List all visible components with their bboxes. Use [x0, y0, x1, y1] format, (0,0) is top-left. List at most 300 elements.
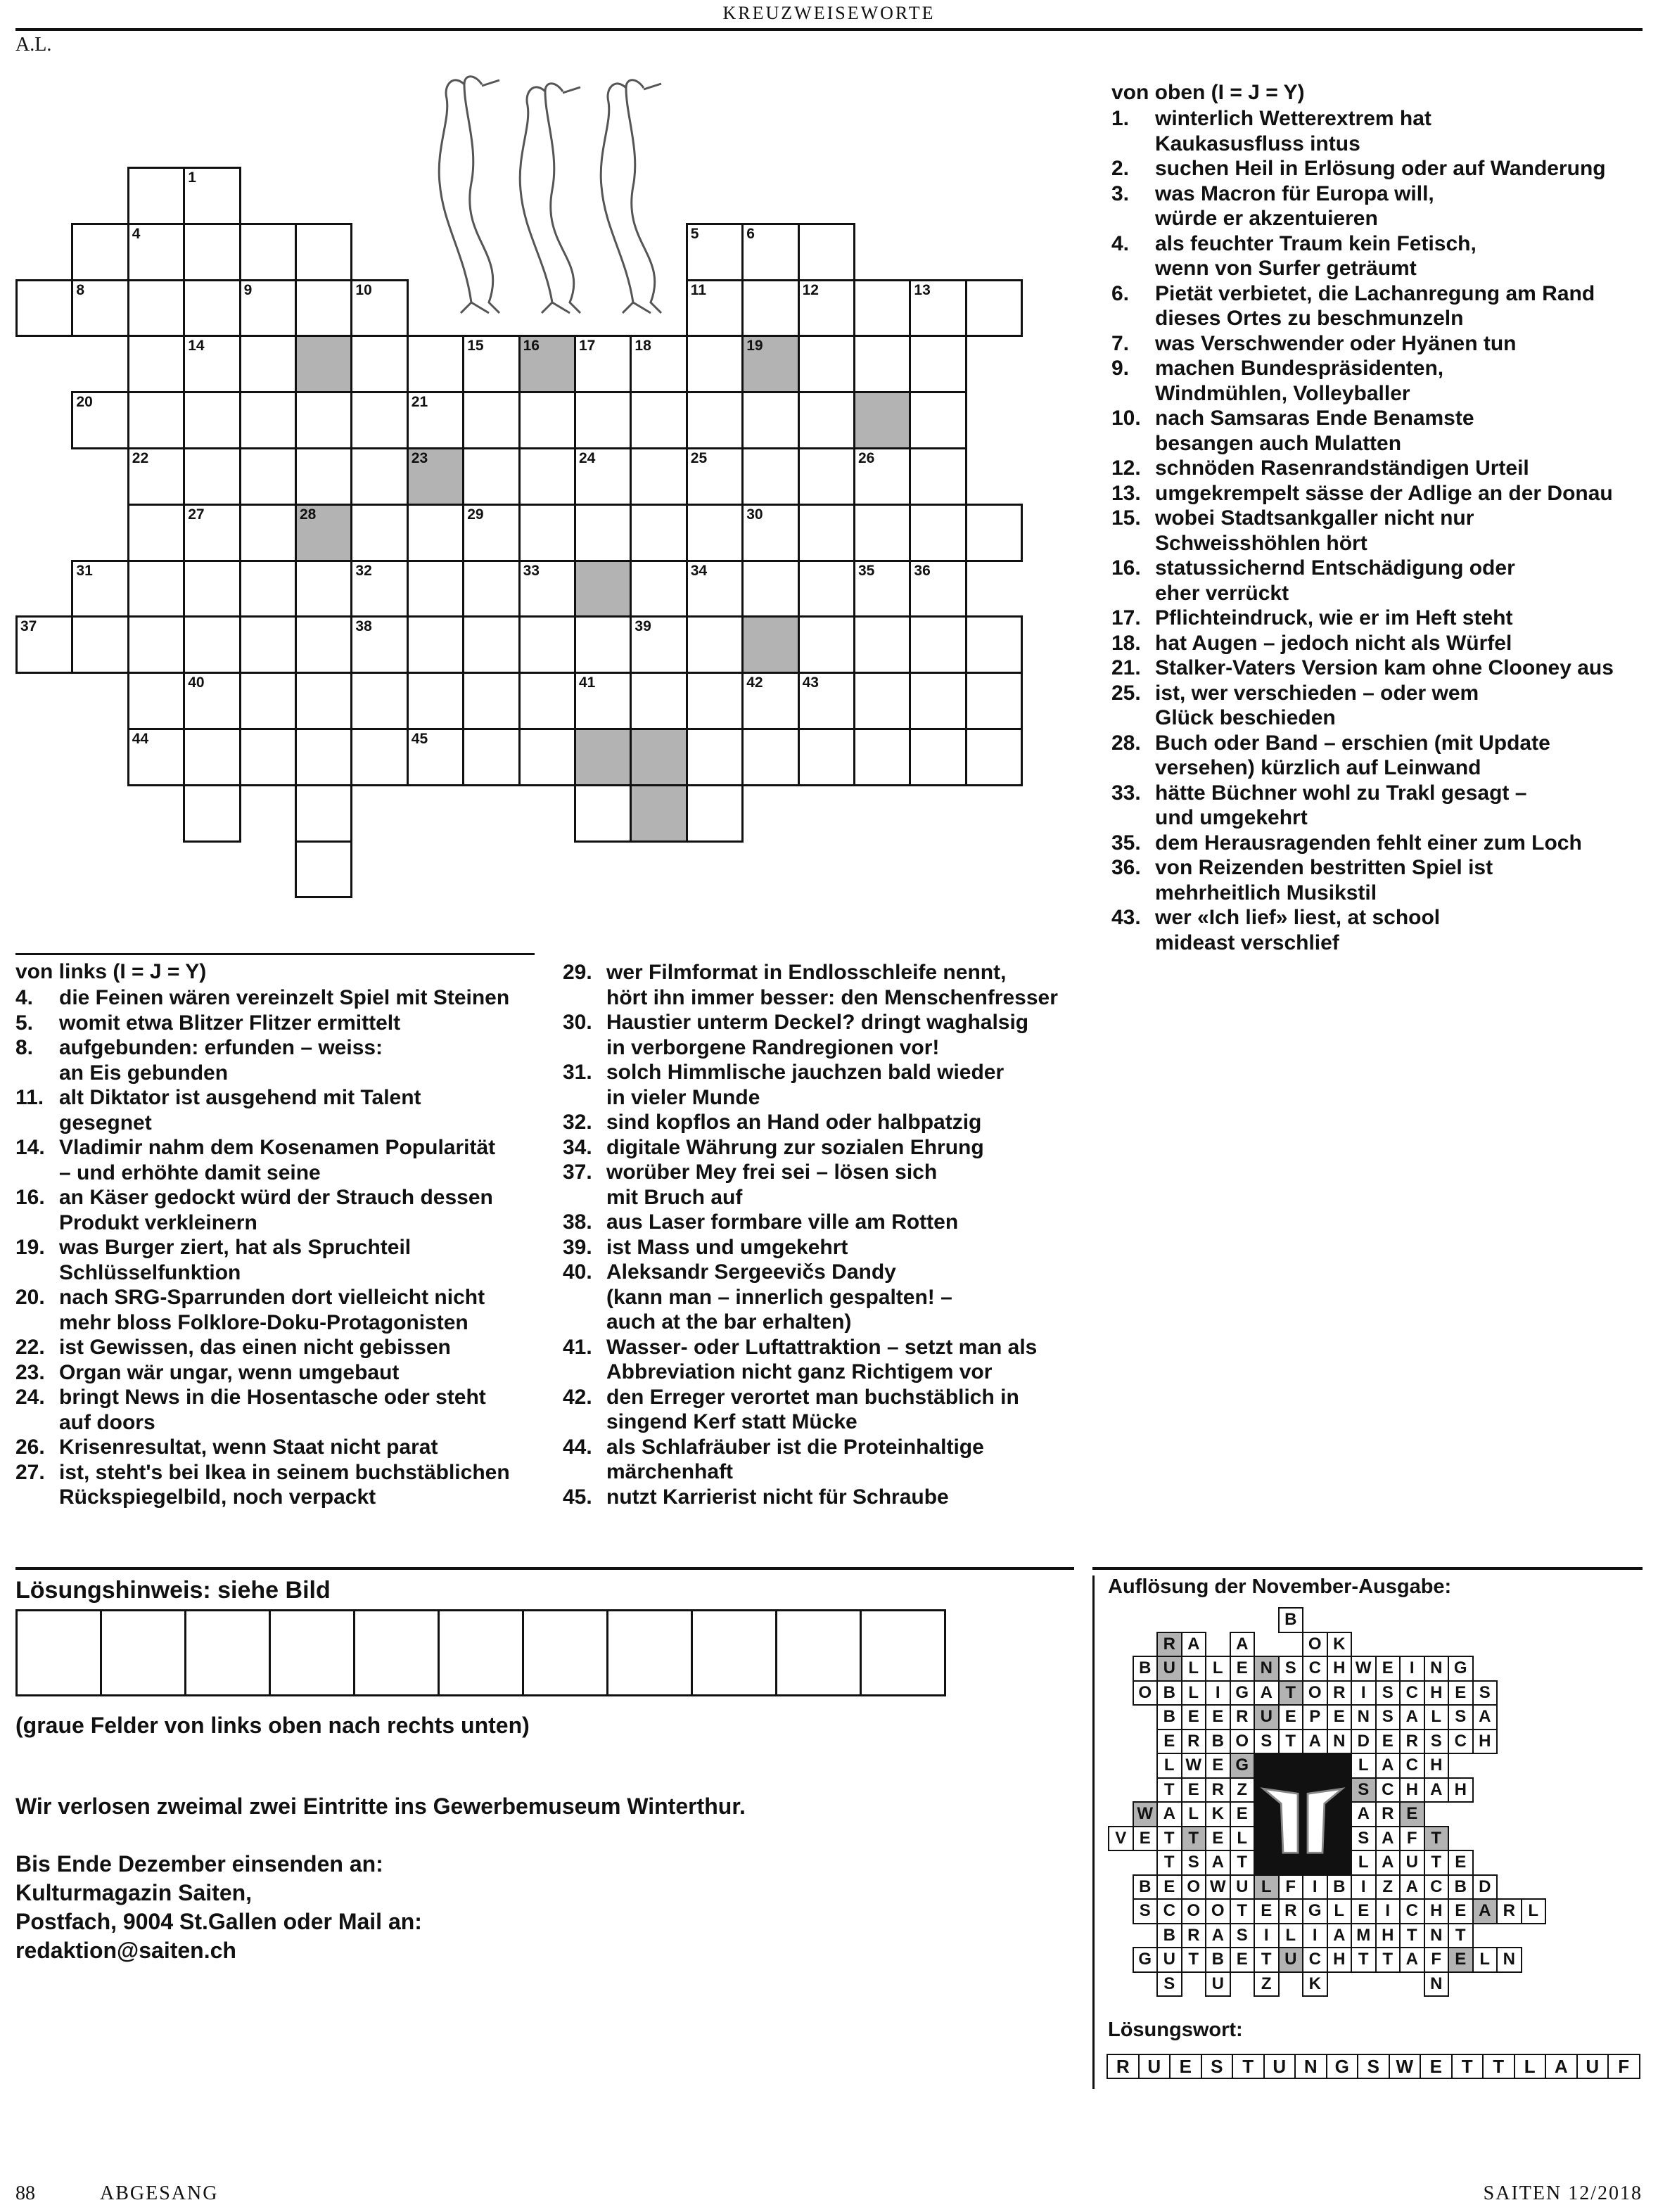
mini-grid-cell: O	[1181, 1898, 1207, 1924]
clue-number: 39.	[563, 1235, 592, 1259]
mini-grid-cell: H	[1424, 1898, 1450, 1924]
grid-cell[interactable]	[965, 279, 1023, 338]
grid-cell[interactable]	[574, 784, 632, 843]
mini-grid-cell: E	[1399, 1801, 1425, 1827]
clue-text: ist Gewissen, das einen nicht gebissen	[59, 1336, 451, 1359]
grid-cell[interactable]	[853, 335, 911, 393]
grid-cell[interactable]	[909, 672, 967, 730]
solution-boxes[interactable]	[15, 1609, 951, 1701]
clue-item	[1111, 831, 1646, 856]
cell-number: 5	[690, 225, 699, 242]
grid-cell[interactable]	[183, 672, 241, 730]
clue-number: 1.	[1111, 107, 1130, 130]
cell-number: 24	[579, 450, 596, 466]
grid-cell[interactable]	[909, 391, 967, 449]
clue-item	[1111, 106, 1646, 156]
grid-cell[interactable]	[574, 335, 632, 393]
clue-item	[1111, 781, 1646, 831]
solution-word-letter: S	[1357, 2054, 1390, 2079]
clue-number: 34.	[563, 1135, 592, 1159]
clue-number: 31.	[563, 1061, 592, 1084]
grid-cell[interactable]	[741, 504, 799, 562]
grid-cell[interactable]	[127, 223, 185, 281]
mini-grid-cell: T	[1448, 1923, 1474, 1949]
clue-text: wer Filmformat in Endlosschleife nennt, hört ihn immer besser: den Menschenfresser	[606, 961, 1058, 1009]
grid-cell[interactable]	[15, 615, 73, 674]
grid-cell[interactable]	[183, 335, 241, 393]
grid-cell[interactable]	[127, 615, 185, 674]
mini-grid-cell: H	[1448, 1777, 1474, 1803]
grid-cell[interactable]	[239, 615, 297, 674]
clue-number: 21.	[1111, 656, 1141, 679]
grid-cell[interactable]	[965, 672, 1023, 730]
grid-cell[interactable]	[741, 672, 799, 730]
mini-grid-cell: S	[1181, 1850, 1207, 1876]
grid-cell[interactable]	[853, 615, 911, 674]
grid-cell[interactable]	[295, 615, 352, 674]
mini-grid-cell: A	[1399, 1874, 1425, 1900]
grid-cell[interactable]	[853, 728, 911, 786]
clue-number: 15.	[1111, 506, 1141, 530]
deadline-text: Bis Ende Dezember einsenden an:	[15, 1851, 383, 1877]
grid-cell[interactable]	[798, 504, 855, 562]
clue-item	[15, 1135, 550, 1185]
grid-cell[interactable]	[909, 335, 967, 393]
grid-cell[interactable]	[798, 447, 855, 506]
grid-cell[interactable]	[462, 391, 520, 449]
cell-number: 42	[746, 675, 763, 691]
grid-cell[interactable]	[965, 728, 1023, 786]
grid-cell[interactable]	[127, 672, 185, 730]
grid-cell[interactable]	[686, 335, 744, 393]
grid-cell[interactable]	[183, 504, 241, 562]
clue-item	[563, 1210, 1111, 1235]
mini-grid-cell: U	[1230, 1874, 1256, 1900]
clue-item	[1111, 905, 1646, 955]
clue-number: 25.	[1111, 681, 1141, 705]
grid-cell[interactable]	[853, 560, 911, 618]
mini-grid-cell: L	[1230, 1826, 1256, 1852]
grid-cell[interactable]	[407, 728, 464, 786]
solution-letter-box[interactable]	[860, 1609, 946, 1696]
solution-letter-box[interactable]	[438, 1609, 524, 1696]
clue-text: dem Herausragenden fehlt einer zum Loch	[1155, 831, 1582, 855]
solution-letter-box[interactable]	[691, 1609, 777, 1696]
grid-cell[interactable]	[239, 447, 297, 506]
footer-page-number: 88	[15, 2182, 35, 2204]
mini-grid-cell: D	[1472, 1874, 1498, 1900]
grid-cell[interactable]	[183, 560, 241, 618]
clue-text: schnöden Rasenrandständigen Urteil	[1155, 456, 1529, 480]
mini-grid-cell: S	[1351, 1777, 1377, 1803]
grid-cell[interactable]	[574, 672, 632, 730]
grid-cell[interactable]	[965, 615, 1023, 674]
grid-cell[interactable]	[798, 391, 855, 449]
grid-cell[interactable]	[798, 279, 855, 338]
mini-grid-cell: O	[1302, 1680, 1328, 1706]
grid-cell[interactable]	[518, 447, 576, 506]
clue-number: 32.	[563, 1111, 592, 1134]
cell-number: 40	[188, 675, 205, 691]
mini-grid-cell: B	[1156, 1704, 1182, 1730]
grid-cell[interactable]	[462, 672, 520, 730]
grid-cell[interactable]	[183, 167, 241, 225]
mini-grid-cell: O	[1205, 1898, 1231, 1924]
grid-cell[interactable]	[630, 391, 687, 449]
mini-grid-cell: G	[1448, 1656, 1474, 1682]
grid-cell[interactable]	[462, 447, 520, 506]
grid-cell[interactable]	[909, 447, 967, 506]
grid-cell[interactable]	[518, 504, 576, 562]
grid-cell-gray	[853, 391, 911, 449]
grid-cell[interactable]	[183, 279, 241, 338]
grid-cell[interactable]	[574, 391, 632, 449]
grid-cell[interactable]	[71, 391, 129, 449]
grid-cell[interactable]	[295, 560, 352, 618]
grid-cell[interactable]	[909, 615, 967, 674]
solution-word-letter: W	[1389, 2054, 1422, 2079]
mini-grid-cell: A	[1302, 1729, 1328, 1755]
cell-number: 29	[467, 506, 484, 523]
grid-cell[interactable]	[239, 504, 297, 562]
grid-cell[interactable]	[518, 615, 576, 674]
grid-cell[interactable]	[853, 447, 911, 506]
mini-grid-cell: R	[1230, 1704, 1256, 1730]
mini-grid-cell: H	[1327, 1656, 1353, 1682]
footer-issue: SAITEN 12/2018	[1483, 2182, 1643, 2204]
grid-cell[interactable]	[239, 335, 297, 393]
clue-text: aus Laser formbare ville am Rotten	[606, 1210, 959, 1234]
grid-cell[interactable]	[741, 279, 799, 338]
grid-cell[interactable]	[71, 615, 129, 674]
mini-grid-cell: A	[1156, 1801, 1182, 1827]
grid-cell[interactable]	[741, 391, 799, 449]
grid-cell[interactable]	[798, 672, 855, 730]
clue-text: von Reizenden bestritten Spiel ist mehrheitlich Musikstil	[1155, 856, 1493, 904]
mini-grid-cell: U	[1254, 1704, 1280, 1730]
grid-cell[interactable]	[127, 504, 185, 562]
grid-cell[interactable]	[798, 728, 855, 786]
mini-grid-cell: E	[1448, 1680, 1474, 1706]
clue-item	[15, 1360, 550, 1386]
grid-cell-gray	[574, 728, 632, 786]
grid-cell[interactable]	[127, 167, 185, 225]
grid-cell[interactable]	[686, 504, 744, 562]
raffle-text: Wir verlosen zweimal zwei Eintritte ins Gewerbemuseum Winterthur.	[15, 1794, 746, 1819]
grid-cell[interactable]	[183, 447, 241, 506]
grid-cell[interactable]	[462, 560, 520, 618]
cell-number: 16	[523, 338, 540, 354]
mini-grid-cell: N	[1254, 1656, 1280, 1682]
grid-cell[interactable]	[407, 615, 464, 674]
grid-cell[interactable]	[686, 223, 744, 281]
grid-cell[interactable]	[239, 560, 297, 618]
grid-cell[interactable]	[630, 672, 687, 730]
grid-cell[interactable]	[350, 335, 408, 393]
grid-cell[interactable]	[630, 447, 687, 506]
grid-cell[interactable]	[741, 560, 799, 618]
grid-cell[interactable]	[909, 728, 967, 786]
mini-grid-cell: A	[1472, 1704, 1498, 1730]
clue-number: 10.	[1111, 407, 1141, 430]
clue-number: 27.	[15, 1460, 45, 1484]
grid-cell[interactable]	[462, 728, 520, 786]
grid-cell[interactable]	[462, 615, 520, 674]
grid-cell[interactable]	[798, 615, 855, 674]
grid-cell[interactable]	[630, 615, 687, 674]
clue-number: 35.	[1111, 831, 1141, 855]
grid-cell[interactable]	[295, 447, 352, 506]
clue-number: 18.	[1111, 631, 1141, 655]
grid-cell[interactable]	[518, 391, 576, 449]
mini-grid-cell: B	[1448, 1874, 1474, 1900]
grid-cell[interactable]	[741, 447, 799, 506]
mini-grid-cell: A	[1424, 1777, 1450, 1803]
grid-cell[interactable]	[518, 672, 576, 730]
mini-grid-cell: E	[1448, 1850, 1474, 1876]
address-line-1: Kulturmagazin Saiten,	[15, 1880, 253, 1905]
grid-cell[interactable]	[686, 784, 744, 843]
clue-item	[1111, 406, 1646, 456]
grid-cell[interactable]	[798, 223, 855, 281]
cell-number: 10	[355, 281, 372, 298]
solution-word-letter: A	[1545, 2054, 1578, 2079]
previous-solution-title: Auflösung der November-Ausgabe:	[1108, 1575, 1452, 1598]
solution-letter-box[interactable]	[184, 1609, 271, 1696]
grid-cell[interactable]	[686, 560, 744, 618]
clue-item	[1111, 855, 1646, 905]
mini-grid-cell: C	[1302, 1947, 1328, 1973]
grid-cell[interactable]	[407, 335, 464, 393]
solution-word-letter: L	[1514, 2054, 1547, 2079]
email-address[interactable]: redaktion@saiten.ch	[15, 1938, 236, 1963]
grid-cell[interactable]	[183, 728, 241, 786]
grid-cell[interactable]	[239, 672, 297, 730]
clue-number: 45.	[563, 1485, 592, 1509]
grid-cell[interactable]	[350, 504, 408, 562]
clue-item	[15, 1385, 550, 1435]
grid-cell[interactable]	[183, 615, 241, 674]
mini-grid-cell: T	[1254, 1947, 1280, 1973]
cell-number: 4	[132, 225, 141, 242]
grid-cell[interactable]	[965, 504, 1023, 562]
solution-word-letter: F	[1607, 2054, 1640, 2079]
grid-cell[interactable]	[127, 391, 185, 449]
grid-cell[interactable]	[71, 560, 129, 618]
mini-grid-cell: G	[1133, 1947, 1159, 1973]
clue-number: 33.	[1111, 781, 1141, 805]
grid-cell[interactable]	[295, 391, 352, 449]
clue-item	[1111, 556, 1646, 606]
clue-item	[563, 1160, 1111, 1210]
grid-cell[interactable]	[407, 504, 464, 562]
grid-cell[interactable]	[295, 784, 352, 843]
grid-cell[interactable]	[183, 223, 241, 281]
mini-grid-cell: E	[1230, 1656, 1256, 1682]
grid-cell[interactable]	[295, 728, 352, 786]
clue-item	[15, 1185, 550, 1235]
grid-cell[interactable]	[686, 447, 744, 506]
grid-cell[interactable]	[741, 223, 799, 281]
solution-letter-box[interactable]	[775, 1609, 862, 1696]
grid-cell[interactable]	[630, 504, 687, 562]
solution-letter-box[interactable]	[522, 1609, 608, 1696]
grid-cell[interactable]	[127, 335, 185, 393]
clue-item	[15, 985, 550, 1011]
clue-number: 2.	[1111, 157, 1130, 180]
clue-item	[563, 1435, 1111, 1485]
clue-text: nach Samsaras Ende Benamste besangen auch Mulatten	[1155, 407, 1474, 455]
mini-grid-cell: B	[1205, 1947, 1231, 1973]
grid-cell[interactable]	[407, 672, 464, 730]
solution-letter-box[interactable]	[100, 1609, 186, 1696]
cell-number: 36	[914, 562, 931, 579]
mini-grid-cell: A	[1399, 1947, 1425, 1973]
cell-number: 1	[188, 170, 196, 186]
grid-cell[interactable]	[462, 335, 520, 393]
mini-grid-cell: Z	[1254, 1971, 1280, 1997]
grid-cell[interactable]	[71, 223, 129, 281]
mini-grid-cell: O	[1302, 1632, 1328, 1658]
grid-cell[interactable]	[127, 728, 185, 786]
grid-cell[interactable]	[183, 784, 241, 843]
mini-grid-cell: W	[1205, 1874, 1231, 1900]
grid-cell[interactable]	[686, 728, 744, 786]
clue-number: 22.	[15, 1336, 45, 1359]
mini-grid-cell: U	[1156, 1947, 1182, 1973]
grid-cell[interactable]	[462, 504, 520, 562]
grid-cell-gray	[518, 335, 576, 393]
grid-cell[interactable]	[686, 672, 744, 730]
grid-cell[interactable]	[909, 560, 967, 618]
mini-grid-cell: T	[1181, 1826, 1207, 1852]
address-line-2: Postfach, 9004 St.Gallen oder Mail an:	[15, 1909, 422, 1934]
grid-cell-gray	[295, 335, 352, 393]
grid-cell[interactable]	[518, 728, 576, 786]
clue-number: 7.	[1111, 331, 1130, 355]
grid-cell[interactable]	[853, 672, 911, 730]
solution-letter-box[interactable]	[15, 1609, 102, 1696]
grid-cell[interactable]	[686, 391, 744, 449]
mini-grid-cell: U	[1156, 1656, 1182, 1682]
grid-cell[interactable]	[853, 279, 911, 338]
grid-cell[interactable]	[295, 672, 352, 730]
clue-text: Haustier unterm Deckel? dringt waghalsig in verborgene Randregionen vor!	[606, 1011, 1029, 1059]
grid-cell[interactable]	[909, 279, 967, 338]
clue-item	[563, 1385, 1111, 1435]
clue-item	[1111, 331, 1646, 357]
grid-cell[interactable]	[798, 560, 855, 618]
clue-text: als Schlafräuber ist die Proteinhaltige märchenhaft	[606, 1435, 984, 1483]
mini-grid-cell: A	[1205, 1850, 1231, 1876]
grid-cell[interactable]	[183, 391, 241, 449]
clue-text: aufgebunden: erfunden – weiss: an Eis gebunden	[59, 1036, 383, 1085]
mini-grid-cell: B	[1133, 1874, 1159, 1900]
cell-number: 14	[188, 338, 205, 354]
grid-cell[interactable]	[630, 335, 687, 393]
grid-cell[interactable]	[407, 560, 464, 618]
grid-cell[interactable]	[239, 728, 297, 786]
cell-number: 23	[411, 450, 428, 466]
clue-text: Vladimir nahm dem Kosenamen Popularität – und erhöhte damit seine	[59, 1136, 496, 1184]
grid-cell[interactable]	[127, 447, 185, 506]
mini-grid-cell: D	[1351, 1729, 1377, 1755]
clue-item	[1111, 356, 1646, 406]
grid-cell[interactable]	[518, 560, 576, 618]
grid-cell[interactable]	[630, 560, 687, 618]
cell-number: 37	[20, 618, 37, 635]
cell-number: 17	[579, 338, 596, 354]
clue-item	[563, 1485, 1111, 1510]
down-clues-list	[1111, 106, 1646, 955]
grid-cell[interactable]	[239, 223, 297, 281]
grid-cell[interactable]	[741, 728, 799, 786]
grid-cell[interactable]	[295, 840, 352, 899]
grid-cell[interactable]	[239, 391, 297, 449]
grid-cell[interactable]	[350, 560, 408, 618]
grid-cell-gray	[574, 560, 632, 618]
mini-grid-cell: G	[1230, 1753, 1256, 1779]
across-clues-title: von links (I = J = Y)	[15, 960, 207, 983]
solution-letter-box[interactable]	[269, 1609, 355, 1696]
grid-cell[interactable]	[295, 223, 352, 281]
mini-grid-cell: A	[1375, 1850, 1401, 1876]
solution-letter-box[interactable]	[353, 1609, 440, 1696]
solution-letter-box[interactable]	[606, 1609, 693, 1696]
mini-grid-cell: O	[1181, 1874, 1207, 1900]
grid-cell[interactable]	[853, 504, 911, 562]
grid-cell[interactable]	[350, 728, 408, 786]
grid-cell[interactable]	[574, 615, 632, 674]
grid-cell[interactable]	[909, 504, 967, 562]
mini-grid-cell: A	[1327, 1923, 1353, 1949]
grid-cell[interactable]	[71, 279, 129, 338]
mini-grid-cell: L	[1254, 1874, 1280, 1900]
grid-cell[interactable]	[127, 560, 185, 618]
grid-cell[interactable]	[350, 391, 408, 449]
solution-word-letter: U	[1263, 2054, 1296, 2079]
grid-cell[interactable]	[295, 279, 352, 338]
mini-grid-cell: K	[1302, 1971, 1328, 1997]
grid-cell[interactable]	[15, 279, 73, 338]
grid-cell[interactable]	[407, 391, 464, 449]
mini-grid-cell: L	[1472, 1947, 1498, 1973]
mini-grid-cell: C	[1375, 1777, 1401, 1803]
grid-cell[interactable]	[798, 335, 855, 393]
grid-cell[interactable]	[350, 672, 408, 730]
mini-grid-cell: T	[1278, 1729, 1304, 1755]
mini-grid-cell: E	[1205, 1704, 1231, 1730]
grid-cell[interactable]	[350, 279, 408, 338]
cell-number: 32	[355, 562, 372, 579]
grid-cell[interactable]	[686, 279, 744, 338]
grid-cell-gray	[295, 504, 352, 562]
grid-cell[interactable]	[350, 447, 408, 506]
grid-cell[interactable]	[574, 447, 632, 506]
grid-cell[interactable]	[574, 504, 632, 562]
grid-cell[interactable]	[127, 279, 185, 338]
grid-cell[interactable]	[686, 615, 744, 674]
clue-item	[563, 1060, 1111, 1110]
mini-grid-cell: B	[1278, 1607, 1304, 1633]
mini-grid-cell: A	[1254, 1680, 1280, 1706]
mini-grid-cell: L	[1278, 1923, 1304, 1949]
grid-cell[interactable]	[350, 615, 408, 674]
mini-grid-cell: W	[1133, 1801, 1159, 1827]
clue-item	[15, 1460, 550, 1510]
mini-grid-cell: I	[1399, 1656, 1425, 1682]
grid-cell[interactable]	[239, 279, 297, 338]
